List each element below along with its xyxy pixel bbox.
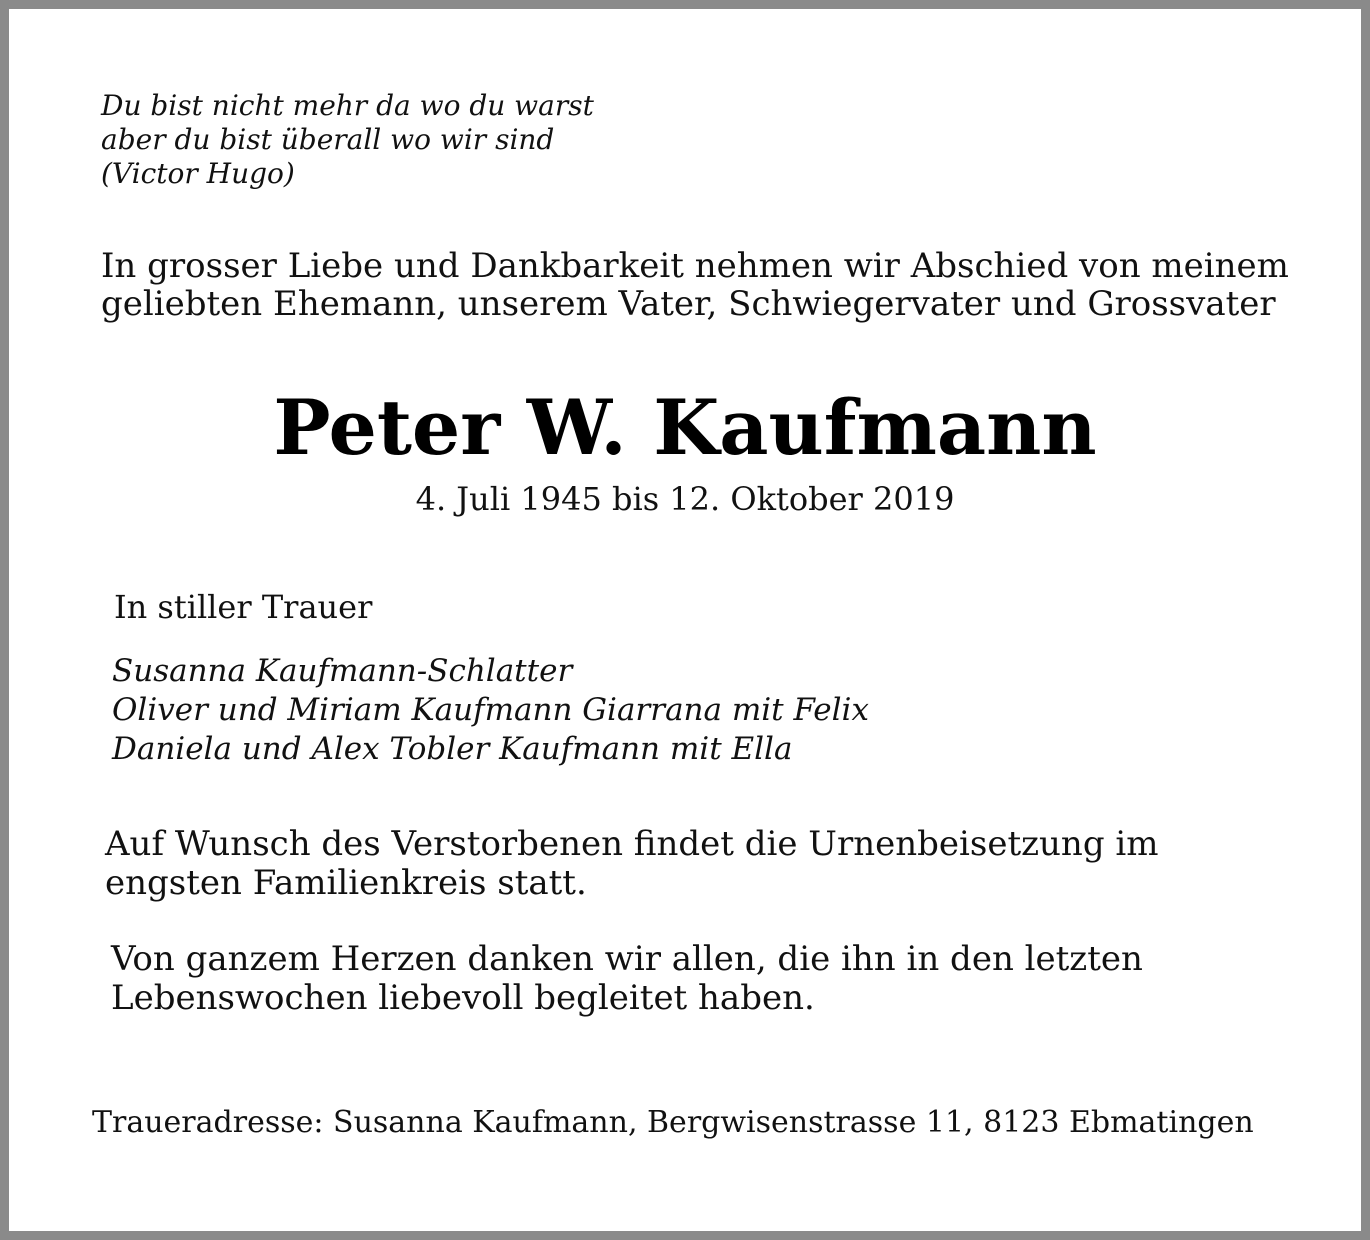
mourner-name: Daniela und Alex Tobler Kaufmann mit Ella (112, 731, 793, 767)
mourning-address: Traueradresse: Susanna Kaufmann, Bergwisenstrasse 11, 8123 Ebmatingen (92, 1105, 1254, 1140)
quote-block (101, 89, 594, 191)
mourner-name: Oliver und Miriam Kaufmann Giarrana mit Felix (112, 692, 869, 728)
intro-line: geliebten Ehemann, unserem Vater, Schwiegervater und Grossvater (101, 284, 1276, 324)
thanks-line: Lebenswochen liebevoll begleitet haben. (111, 978, 815, 1018)
burial-line: Auf Wunsch des Verstorbenen findet die Urnenbeisetzung im (105, 824, 1159, 864)
quote-line: Du bist nicht mehr da wo du warst (101, 89, 594, 122)
burial-notice (105, 825, 1159, 903)
quote-attribution: (Victor Hugo) (101, 157, 295, 190)
thanks-line: Von ganzem Herzen danken wir allen, die ihn in den letzten (111, 939, 1143, 979)
mourners-list (112, 652, 869, 769)
intro-line: In grosser Liebe und Dankbarkeit nehmen wir Abschied von meinem (101, 246, 1289, 286)
mourning-heading: In stiller Trauer (114, 588, 373, 626)
deceased-name: Peter W. Kaufmann (273, 383, 1097, 472)
mourner-name: Susanna Kaufmann-Schlatter (112, 653, 573, 689)
thanks-note (111, 940, 1143, 1018)
obituary-page (9, 9, 1361, 1231)
intro-text (101, 247, 1289, 323)
burial-line: engsten Familienkreis statt. (105, 863, 587, 903)
quote-line: aber du bist überall wo wir sind (101, 123, 555, 156)
life-dates: 4. Juli 1945 bis 12. Oktober 2019 (415, 480, 955, 518)
